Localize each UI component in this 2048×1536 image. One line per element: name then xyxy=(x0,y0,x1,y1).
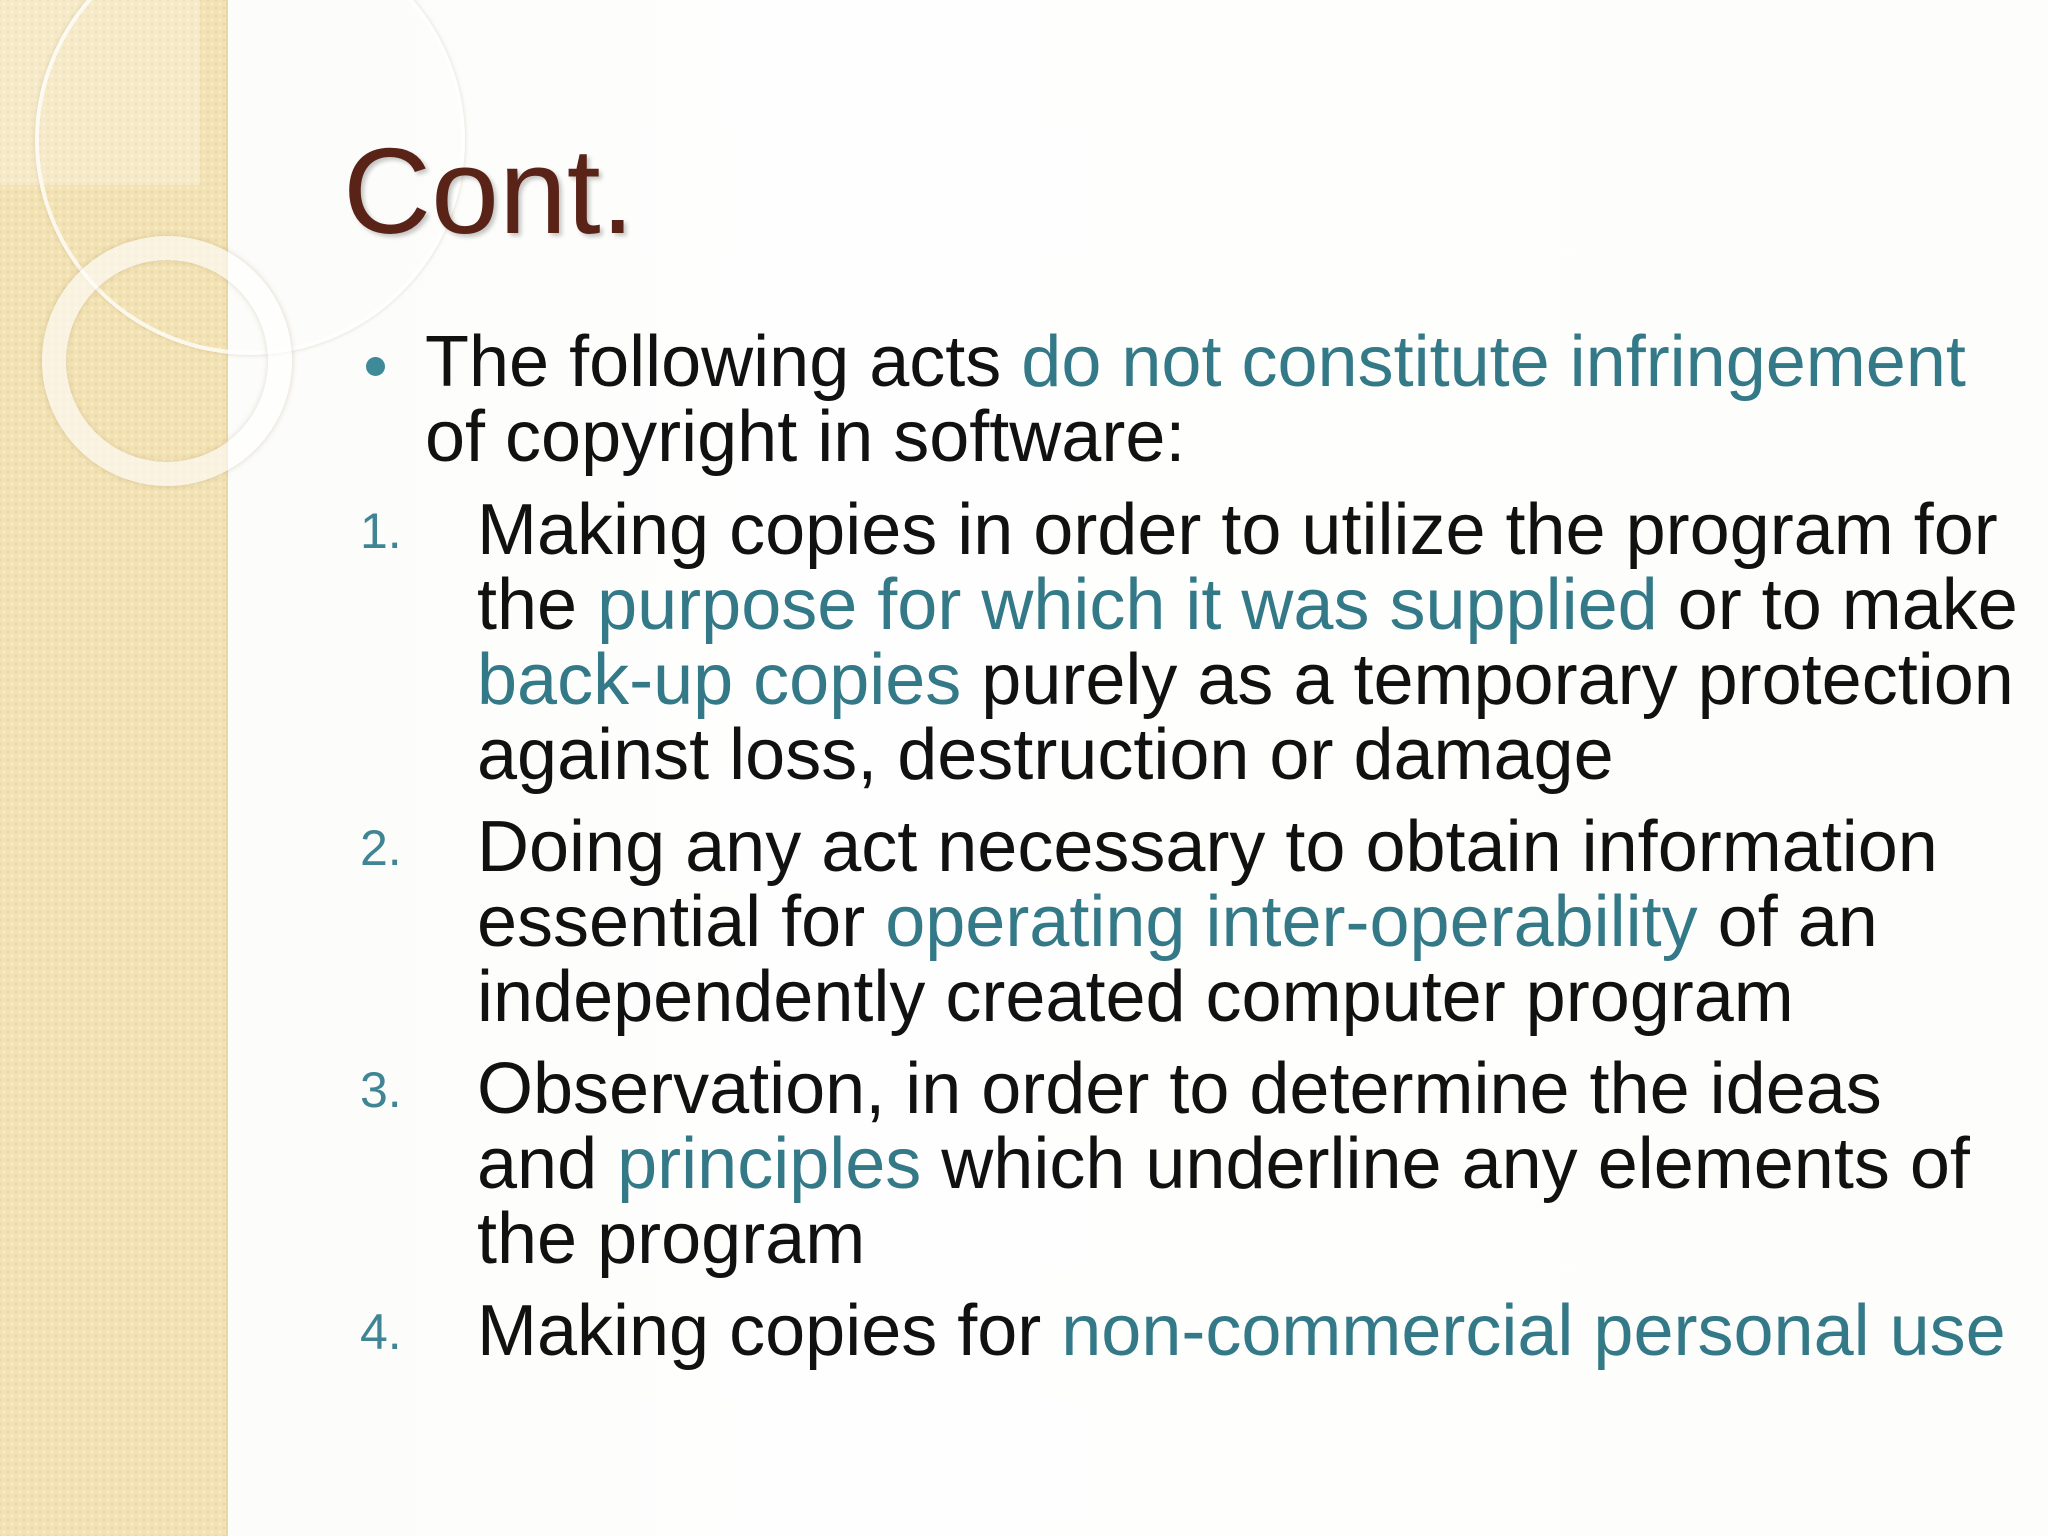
list-number: 1. xyxy=(360,503,402,559)
list-item-2 xyxy=(360,807,2020,1037)
item-text: Doing any act necessary to obtain information essential for xyxy=(477,807,1938,962)
decorative-ring-small xyxy=(42,236,292,486)
slide-title: Cont. xyxy=(343,123,635,259)
item-text: Making copies for xyxy=(477,1291,1062,1371)
intro-text: The following acts xyxy=(425,322,1022,402)
list-number: 2. xyxy=(360,820,402,876)
list-number: 3. xyxy=(360,1062,402,1118)
item-highlight: purpose for which it was supplied xyxy=(597,565,1658,645)
item-highlight: operating inter-operability xyxy=(885,882,1698,962)
bullet-dot-icon xyxy=(366,357,385,376)
item-highlight: back-up copies xyxy=(477,640,962,720)
item-text: Observation, in order to determine the ideas and xyxy=(477,1049,1882,1204)
list-number: 4. xyxy=(360,1304,402,1360)
intro-bullet xyxy=(360,322,2020,477)
item-highlight: principles xyxy=(617,1124,922,1204)
item-text: which underline any elements of the program xyxy=(477,1124,1970,1279)
intro-highlight: do not constitute infringement xyxy=(1021,322,1966,402)
item-highlight: non-commercial personal use xyxy=(1061,1291,2006,1371)
item-text: Making copies in order to utilize the program for the xyxy=(477,490,1998,645)
item-text: of an independently created computer program xyxy=(477,882,1878,1037)
slide-body xyxy=(360,322,2020,1386)
item-text: purely as a temporary protection against loss, destruction or damage xyxy=(477,640,2014,795)
list-item-3 xyxy=(360,1049,2020,1279)
item-text: or to make xyxy=(1657,565,2018,645)
list-item-4 xyxy=(360,1291,2020,1371)
list-item-1 xyxy=(360,490,2020,795)
intro-text: of copyright in software: xyxy=(425,397,1186,477)
